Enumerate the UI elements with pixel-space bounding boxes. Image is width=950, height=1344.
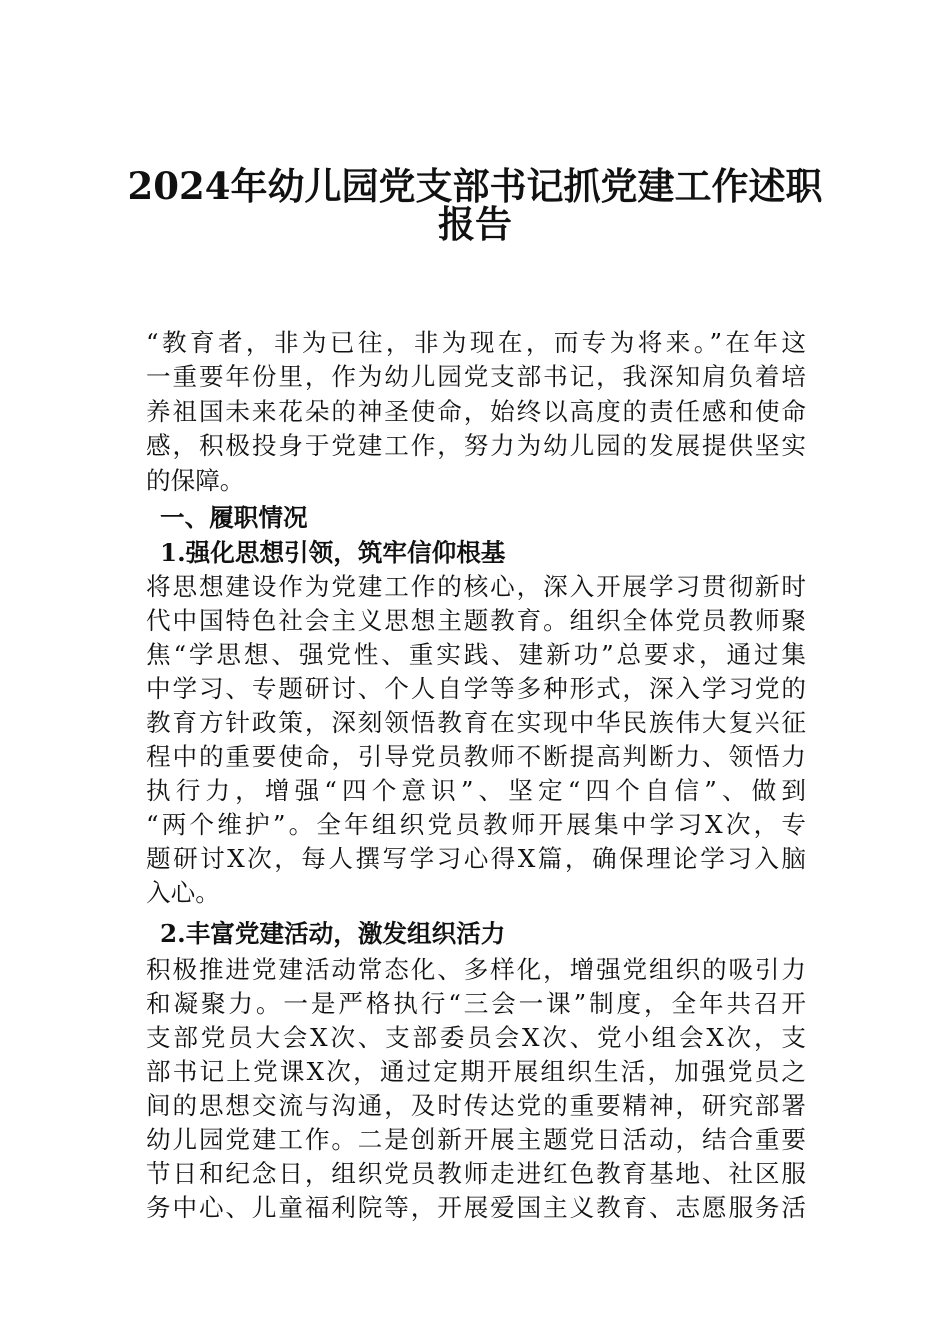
document-title-line-1: 2024年幼儿园党支部书记抓党建工作述职 <box>127 164 823 208</box>
paragraph-line: 务中心、儿童福利院等，开展爱国主义教育、志愿服务活 <box>146 1193 806 1222</box>
paragraph-line: 教育方针政策，深刻领悟教育在实现中华民族伟大复兴征 <box>146 708 806 737</box>
intro-paragraph-line: 一重要年份里，作为幼儿园党支部书记，我深知肩负着培 <box>146 362 806 391</box>
paragraph-line: 焦“学思想、强党性、重实践、建新功”总要求，通过集 <box>146 640 806 669</box>
paragraph-line: 代中国特色社会主义思想主题教育。组织全体党员教师聚 <box>146 606 806 635</box>
paragraph-line: 将思想建设作为党建工作的核心，深入开展学习贯彻新时 <box>146 572 806 601</box>
intro-paragraph-line: 感，积极投身于党建工作，努力为幼儿园的发展提供坚实 <box>146 431 806 460</box>
paragraph-line: “两个维护”。全年组织党员教师开展集中学习X次，专 <box>146 810 806 839</box>
paragraph-line: 和凝聚力。一是严格执行“三会一课”制度，全年共召开 <box>146 989 806 1018</box>
paragraph-line: 幼儿园党建工作。二是创新开展主题党日活动，结合重要 <box>146 1125 806 1154</box>
paragraph-line: 执行力，增强“四个意识”、坚定“四个自信”、做到 <box>146 776 806 805</box>
paragraph-line: 中学习、专题研讨、个人自学等多种形式，深入学习党的 <box>146 674 806 703</box>
paragraph-line: 部书记上党课X次，通过定期开展组织生活，加强党员之 <box>146 1057 806 1086</box>
paragraph-line: 支部党员大会X次、支部委员会X次、党小组会X次，支 <box>146 1023 806 1052</box>
paragraph-line: 程中的重要使命，引导党员教师不断提高判断力、领悟力 <box>146 742 806 771</box>
section-heading: 一、履职情况 <box>160 503 308 532</box>
intro-paragraph-line: 的保障。 <box>146 466 245 495</box>
paragraph-line: 题研讨X次，每人撰写学习心得X篇，确保理论学习入脑 <box>146 844 806 873</box>
document-title-line-2: 报告 <box>438 202 512 246</box>
paragraph-line: 积极推进党建活动常态化、多样化，增强党组织的吸引力 <box>146 955 806 984</box>
paragraph-line: 间的思想交流与沟通，及时传达党的重要精神，研究部署 <box>146 1091 806 1120</box>
intro-paragraph-line: 养祖国未来花朵的神圣使命，始终以高度的责任感和使命 <box>146 397 806 426</box>
subsection-heading: 2.丰富党建活动，激发组织活力 <box>160 919 506 948</box>
subsection-heading: 1.强化思想引领，筑牢信仰根基 <box>160 538 506 567</box>
paragraph-line: 节日和纪念日，组织党员教师走进红色教育基地、社区服 <box>146 1159 806 1188</box>
paragraph-line: 入心。 <box>146 878 220 907</box>
intro-paragraph-line: “教育者，非为已往，非为现在，而专为将来。”在年这 <box>146 328 806 357</box>
